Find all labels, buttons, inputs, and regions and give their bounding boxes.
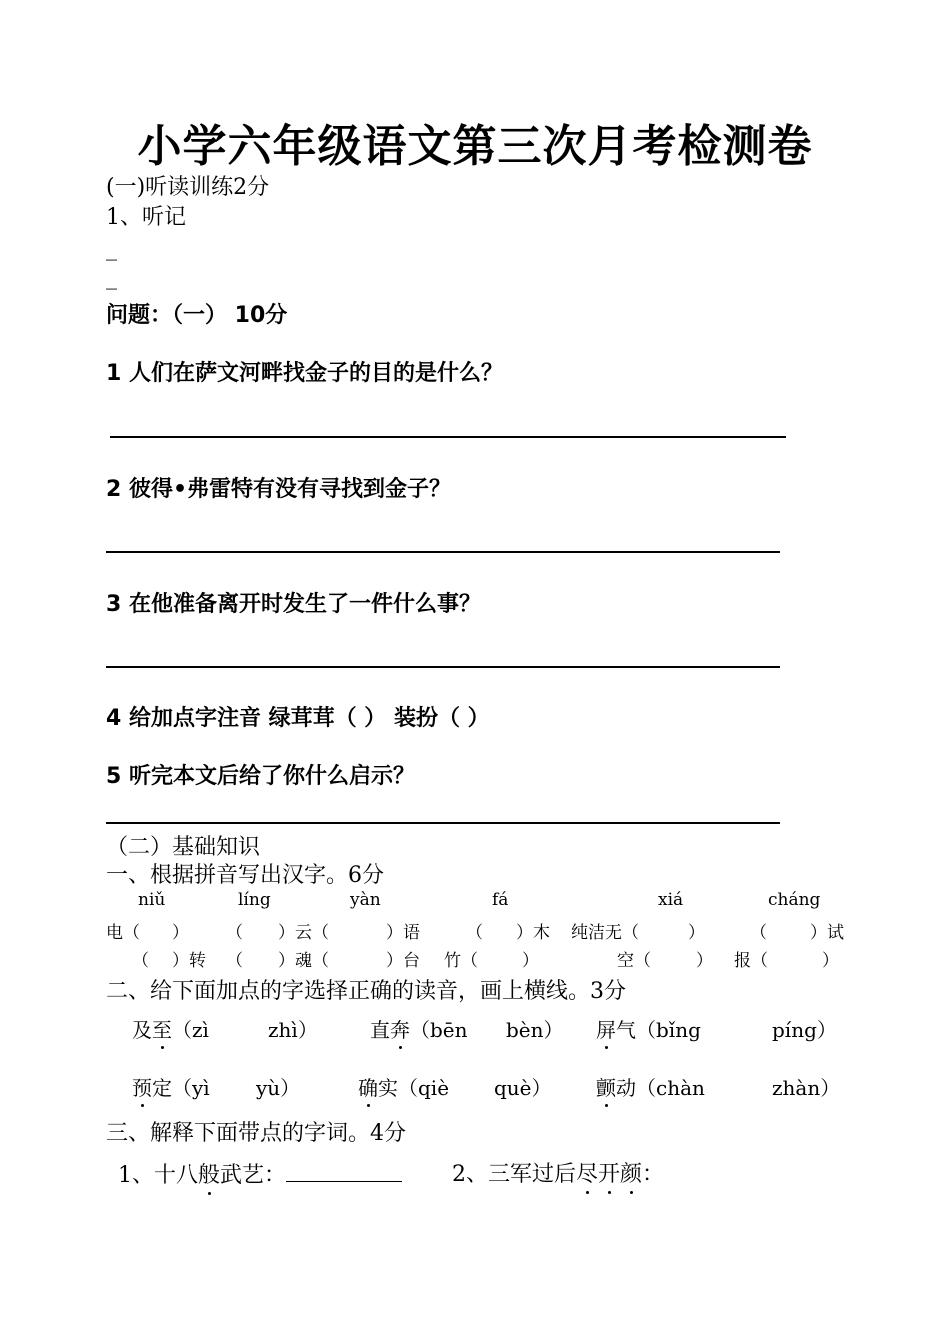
- row1-cell: （: [226, 923, 243, 943]
- row1-cell: （: [750, 923, 767, 943]
- option[interactable]: 气（bǐng: [616, 1018, 701, 1042]
- row1-cell: ）: [172, 923, 189, 943]
- reading-option[interactable]: zhì）: [268, 1018, 318, 1042]
- dotted-char: 确: [358, 1072, 378, 1101]
- row1-cell: ）: [688, 923, 705, 943]
- explain-item-2: [452, 1157, 664, 1188]
- pinyin-6: cháng: [768, 890, 821, 910]
- dotted-char: 至: [152, 1014, 172, 1043]
- listening-heading: (一)听读训练2分: [106, 175, 270, 200]
- pinyin-2: líng: [238, 890, 271, 910]
- row1-cell: ）试: [810, 923, 844, 943]
- reading-item-6: [596, 1072, 705, 1101]
- question-5: 5 听完本文后给了你什么启示？: [106, 764, 415, 789]
- section-3-heading: 三、解释下面带点的字词。4分: [106, 1121, 406, 1146]
- row2-cell: ）: [822, 951, 839, 971]
- dotted-char: 奔: [390, 1014, 410, 1043]
- section-1-heading: 一、根据拼音写出汉字。6分: [106, 863, 384, 888]
- question-4: 4 给加点字注音 绿茸茸（ ） 装扮（ ）: [106, 706, 490, 731]
- option[interactable]: 实（qiè: [378, 1076, 450, 1100]
- row2-cell: 空（: [617, 951, 651, 971]
- row2-cell: ）: [522, 951, 539, 971]
- text: ：: [642, 1162, 665, 1187]
- answer-line-1[interactable]: [110, 436, 786, 438]
- dotted-char: 尽: [576, 1157, 598, 1188]
- question-3: 3 在他准备离开时发生了一件什么事？: [106, 592, 481, 617]
- reading-item-5: [358, 1072, 449, 1101]
- char: 及: [132, 1018, 152, 1042]
- answer-line-3[interactable]: [106, 666, 780, 668]
- row2-cell: 竹（: [444, 951, 478, 971]
- reading-item-3: [596, 1014, 701, 1043]
- dotted-char: 颤: [596, 1072, 616, 1101]
- row2-cell: ）转: [172, 951, 206, 971]
- option[interactable]: （zì: [172, 1018, 209, 1042]
- char: 直: [370, 1018, 390, 1042]
- row2-cell: ）: [696, 951, 713, 971]
- row1-cell: ）语: [386, 923, 420, 943]
- dictation-blank-2: _: [106, 265, 117, 290]
- section-2-heading: 二、给下面加点的字选择正确的读音，画上横线。3分: [106, 979, 626, 1004]
- row1-cell: 电（: [106, 923, 140, 943]
- reading-option[interactable]: què）: [494, 1076, 552, 1100]
- text: 武艺：: [220, 1163, 287, 1188]
- reading-option[interactable]: yù）: [256, 1076, 301, 1100]
- row2-cell: （: [226, 951, 243, 971]
- dictation-blank-1: _: [106, 236, 117, 261]
- answer-blank-1[interactable]: [286, 1157, 402, 1182]
- text: 1、十八: [118, 1163, 198, 1188]
- option[interactable]: 定（yì: [152, 1076, 210, 1100]
- reading-option[interactable]: píng）: [772, 1018, 837, 1042]
- pinyin-5: xiá: [658, 890, 684, 910]
- dotted-char: 预: [132, 1072, 152, 1101]
- dotted-char: 般: [198, 1158, 220, 1189]
- option[interactable]: （bēn: [410, 1018, 468, 1042]
- reading-item-1: [132, 1014, 209, 1043]
- row1-cell: ）云（: [278, 923, 329, 943]
- row2-cell: 报（: [734, 951, 768, 971]
- answer-line-5[interactable]: [106, 822, 780, 824]
- row2-cell: （: [132, 951, 149, 971]
- reading-item-4: [132, 1072, 210, 1101]
- dotted-char: 开: [598, 1157, 620, 1188]
- option[interactable]: 动（chàn: [616, 1076, 705, 1100]
- row2-cell: ）魂（: [278, 951, 329, 971]
- pinyin-3: yàn: [350, 890, 381, 910]
- page-title: 小学六年级语文第三次月考检测卷: [137, 121, 813, 172]
- question-1: 1 人们在萨文河畔找金子的目的是什么？: [106, 361, 503, 386]
- explain-item-1: [118, 1157, 402, 1189]
- reading-option[interactable]: zhàn）: [772, 1076, 841, 1100]
- reading-option[interactable]: bèn）: [506, 1018, 564, 1042]
- reading-item-2: [370, 1014, 468, 1043]
- row1-cell: ）木: [516, 923, 550, 943]
- basics-heading: （二）基础知识: [106, 835, 261, 860]
- pinyin-1: niǔ: [138, 890, 166, 910]
- row1-cell: 纯洁无（: [571, 923, 639, 943]
- dotted-char: 屏: [596, 1014, 616, 1043]
- dotted-char: 颜: [620, 1157, 642, 1188]
- question-2: 2 彼得•弗雷特有没有寻找到金子？: [106, 477, 452, 502]
- questions-heading: 问题：（一） 10分: [106, 303, 288, 328]
- answer-line-2[interactable]: [106, 551, 780, 553]
- listening-item-1: 1、听记: [106, 205, 186, 230]
- text: 2、三军过后: [452, 1162, 576, 1187]
- row1-cell: （: [466, 923, 483, 943]
- row2-cell: ）台: [386, 951, 420, 971]
- pinyin-4: fá: [492, 890, 509, 910]
